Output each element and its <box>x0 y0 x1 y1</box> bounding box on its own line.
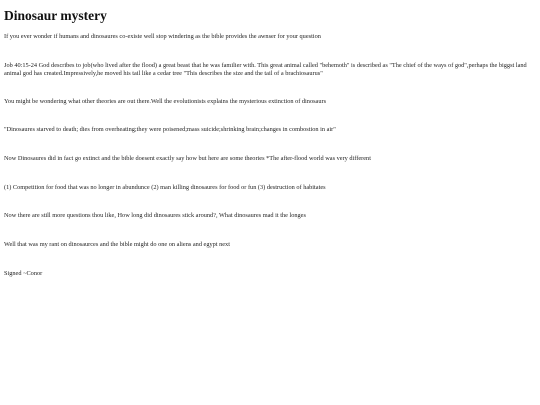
paragraph-questions: Now there are still more questions thou like, How long did dinosaures stick around?, What dinosaures mad it the longes <box>4 212 306 219</box>
paragraph-theories-list: (1) Competition for food that was no longer in abundunce (2) man killing dinosaures for food or fun (3) destruction of habitates <box>4 184 326 191</box>
paragraph-other-theories: You might be wondering what other theories are out there.Well the evolutionists explains the mysterious extinction of dinosaurs <box>4 98 327 105</box>
paragraph-closing: Well that was my rant on dinosaurces and the bible might do one on aliens and egypt next <box>4 241 230 248</box>
paragraph-evolutionist-quote: "Dinosaures starved to death; dies from overheating;they were poisened;mass suicide;shrinking brain;changes in combostion in air" <box>4 126 336 133</box>
signature: Signed ~Conor <box>4 270 43 277</box>
page-title: Dinosaur mystery <box>4 8 107 23</box>
paragraph-extinction: Now Dinosaures did in fact go extinct and the bible doesent exactly say how but here are some theories *The after-flood world was very different <box>4 155 371 162</box>
paragraph-job-behemoth: Job 40:15-24 God describes to job(who lived after the flood) a great beast that he was familier with. This great animal called "behemoth" is described as "The chief of the ways of god",perhaps the biggst land animal god has created.Impressively,he moved his tail like a cedar tree "This describes the size and the tail of a brachiosaurus" <box>4 62 527 78</box>
paragraph-intro: If you ever wonder if humans and dinosaures co-existe well stop windering as the bible provides the awnser for your question <box>4 33 321 40</box>
